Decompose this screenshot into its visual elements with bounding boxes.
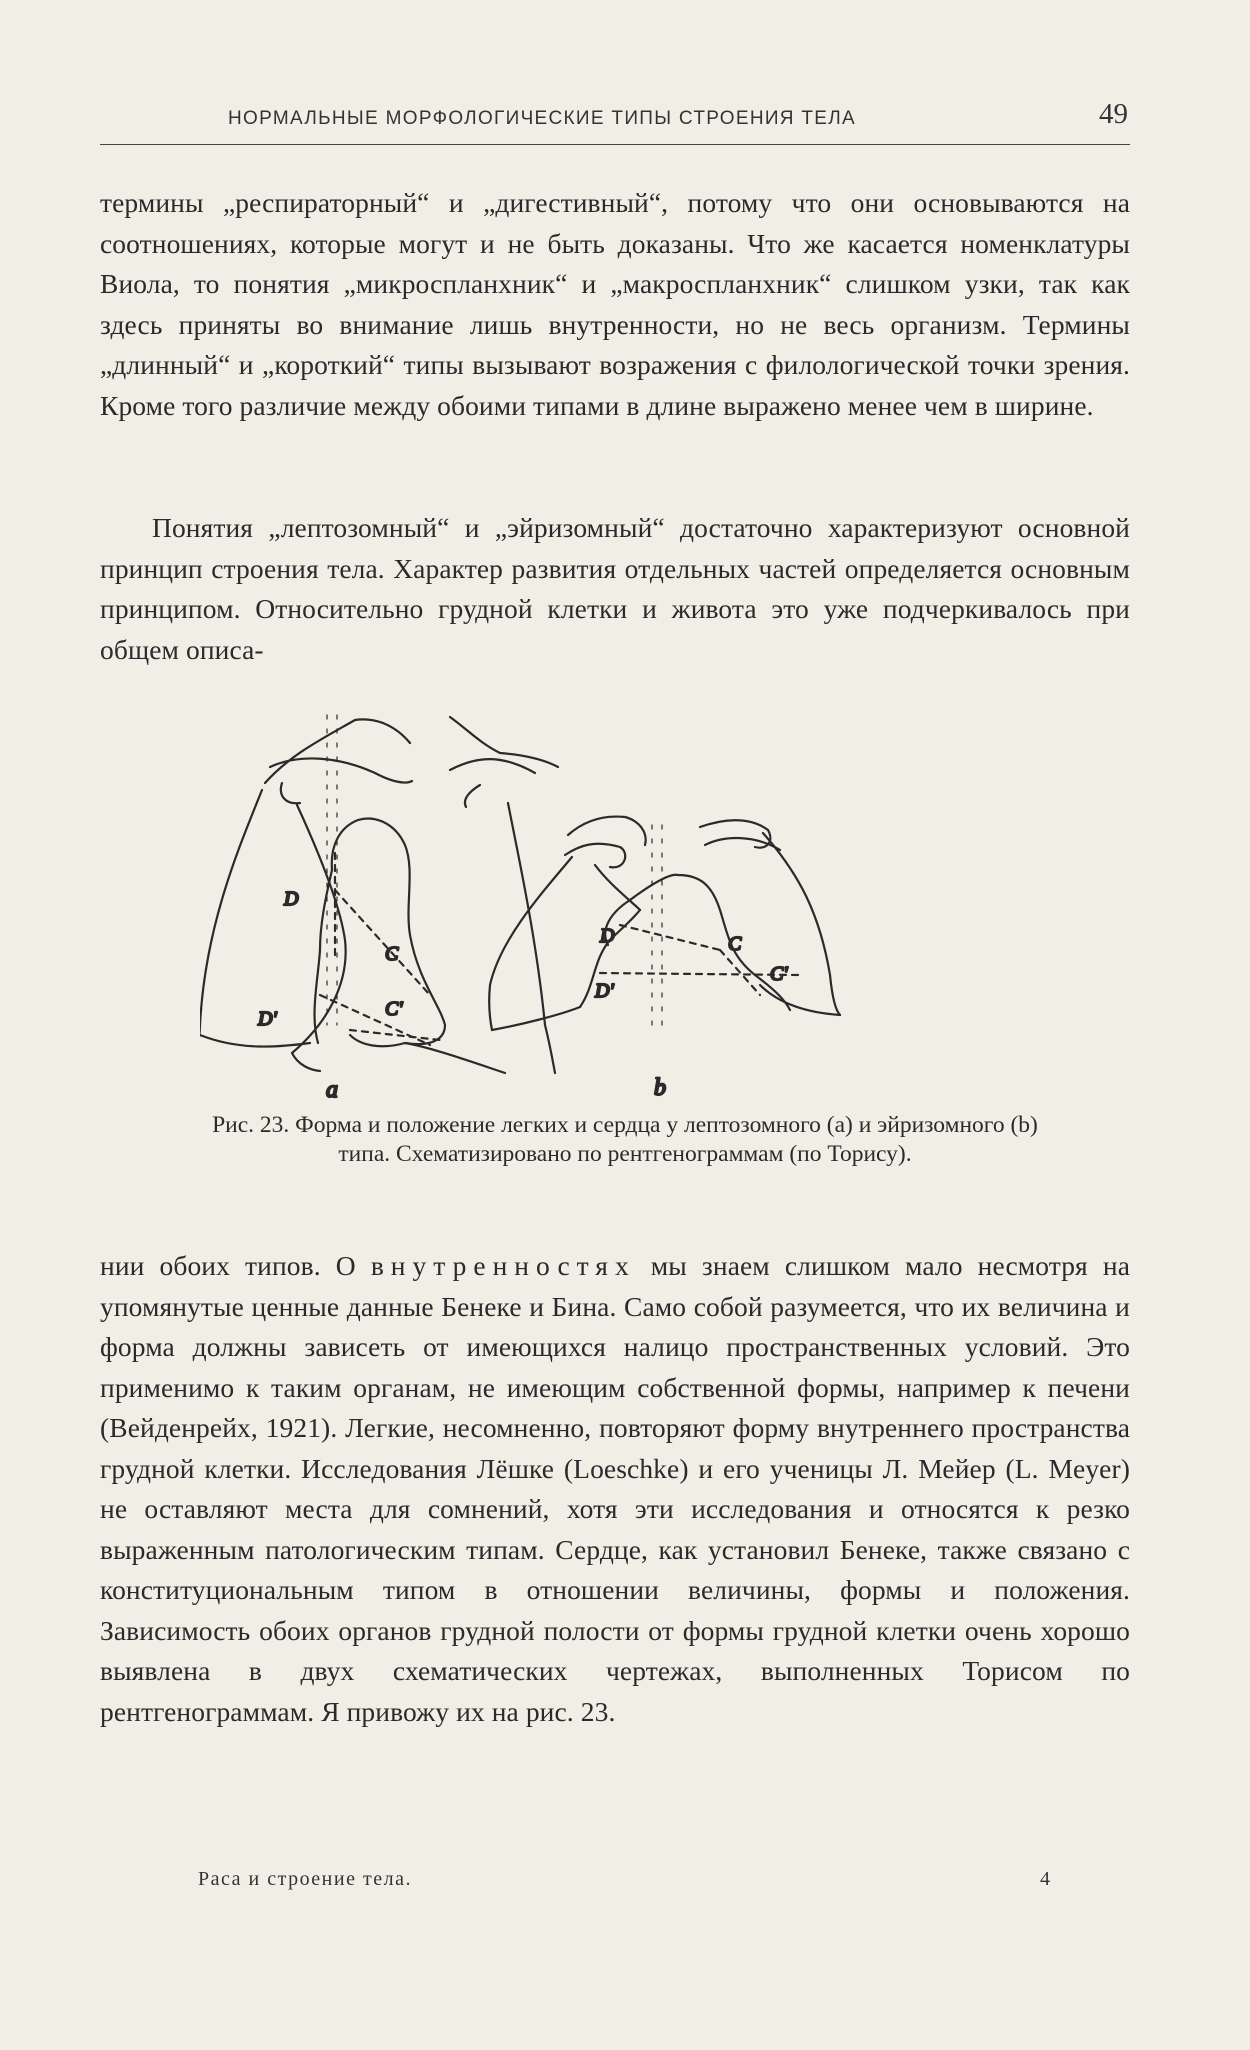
paragraph-2: Понятия „лептозомный“ и „эйризомный“ достаточно характеризуют основной принцип строения тела. Характер развития отдельных частей определяется основным принципом. Относительно грудной клетки и живота это уже подчеркивалось при общем описа-: [100, 512, 1130, 665]
panel-a-mark-c: C: [385, 943, 399, 965]
footer-signature-mark: 4: [1040, 1868, 1050, 1890]
paragraph-3-start: нии обоих типов. О: [100, 1250, 356, 1281]
page-number: 49: [1099, 98, 1128, 130]
panel-a-mark-d-prime: D': [258, 1008, 277, 1030]
lung-heart-diagram: [200, 695, 1050, 1105]
paragraph-1: термины „респираторный“ и „дигестивный“, потому что они основываются на соотношениях, которые могут и не быть доказаны. Что же касается номенклатуры Виола, то понятия „микроспланхник“ и „макроспланхник“ слишком узки, так как здесь приняты во внимание лишь внутренности, но не весь организм. Термины „длинный“ и „короткий“ типы вызывают возражения с филологической точки зрения. Кроме того различие между обоими типами в длине выражено менее чем в ширине.: [100, 187, 1130, 421]
panel-b-mark-d-prime: D': [595, 980, 614, 1002]
figure-caption: Рис. 23. Форма и положение легких и сердца у лептозомного (a) и эйризомного (b) типа. Схематизировано по рентгенограммам (по Торису).: [212, 1112, 1038, 1167]
running-title: НОРМАЛЬНЫЕ МОРФОЛОГИЧЕСКИЕ ТИПЫ СТРОЕНИЯ ТЕЛА: [228, 108, 857, 129]
page-footer: [100, 1868, 1130, 1898]
panel-a-outline: [200, 715, 558, 1073]
panel-a-mark-d: D: [284, 888, 299, 910]
figure-23: [200, 695, 1050, 1105]
footer-book-title: Раса и строение тела.: [198, 1868, 412, 1890]
panel-a-mark-c-prime: C': [385, 998, 403, 1020]
panel-b-mark-c-prime: C': [770, 963, 788, 985]
paragraph-3-rest: мы знаем слишком мало несмотря на упомянутые ценные данные Бенеке и Бина. Само собой разумеется, что их величина и форма должны зависеть от имеющихся налицо пространственных условий. Это применимо к таким органам, не имеющим собственной формы, например к печени (Вейденрейх, 1921). Легкие, несомненно, повторяют форму внутреннего пространства грудной клетки. Исследования Лёшке (Loeschke) и его ученицы Л. Мейер (L. Meyer) не оставляют места для сомнений, хотя эти исследования и относятся к резко выраженным патологическим типам. Сердце, как установил Бенеке, также связано с конституциональным типом в отношении величины, формы и положения. Зависимость обоих органов грудной полости от формы грудной клетки очень хорошо выявлена в двух схематических чертежах, выполненных Торисом по рентгенограммам. Я привожу их на рис. 23.: [100, 1250, 1130, 1727]
panel-b-mark-d: D: [600, 925, 615, 947]
panel-b-mark-c: C: [728, 933, 742, 955]
emphasized-word: внутренностях: [370, 1250, 636, 1281]
paragraph-3: [100, 1246, 1130, 1732]
page-header: [100, 98, 1130, 145]
panel-b-label: b: [654, 1075, 666, 1101]
panel-a-label: a: [326, 1077, 338, 1103]
